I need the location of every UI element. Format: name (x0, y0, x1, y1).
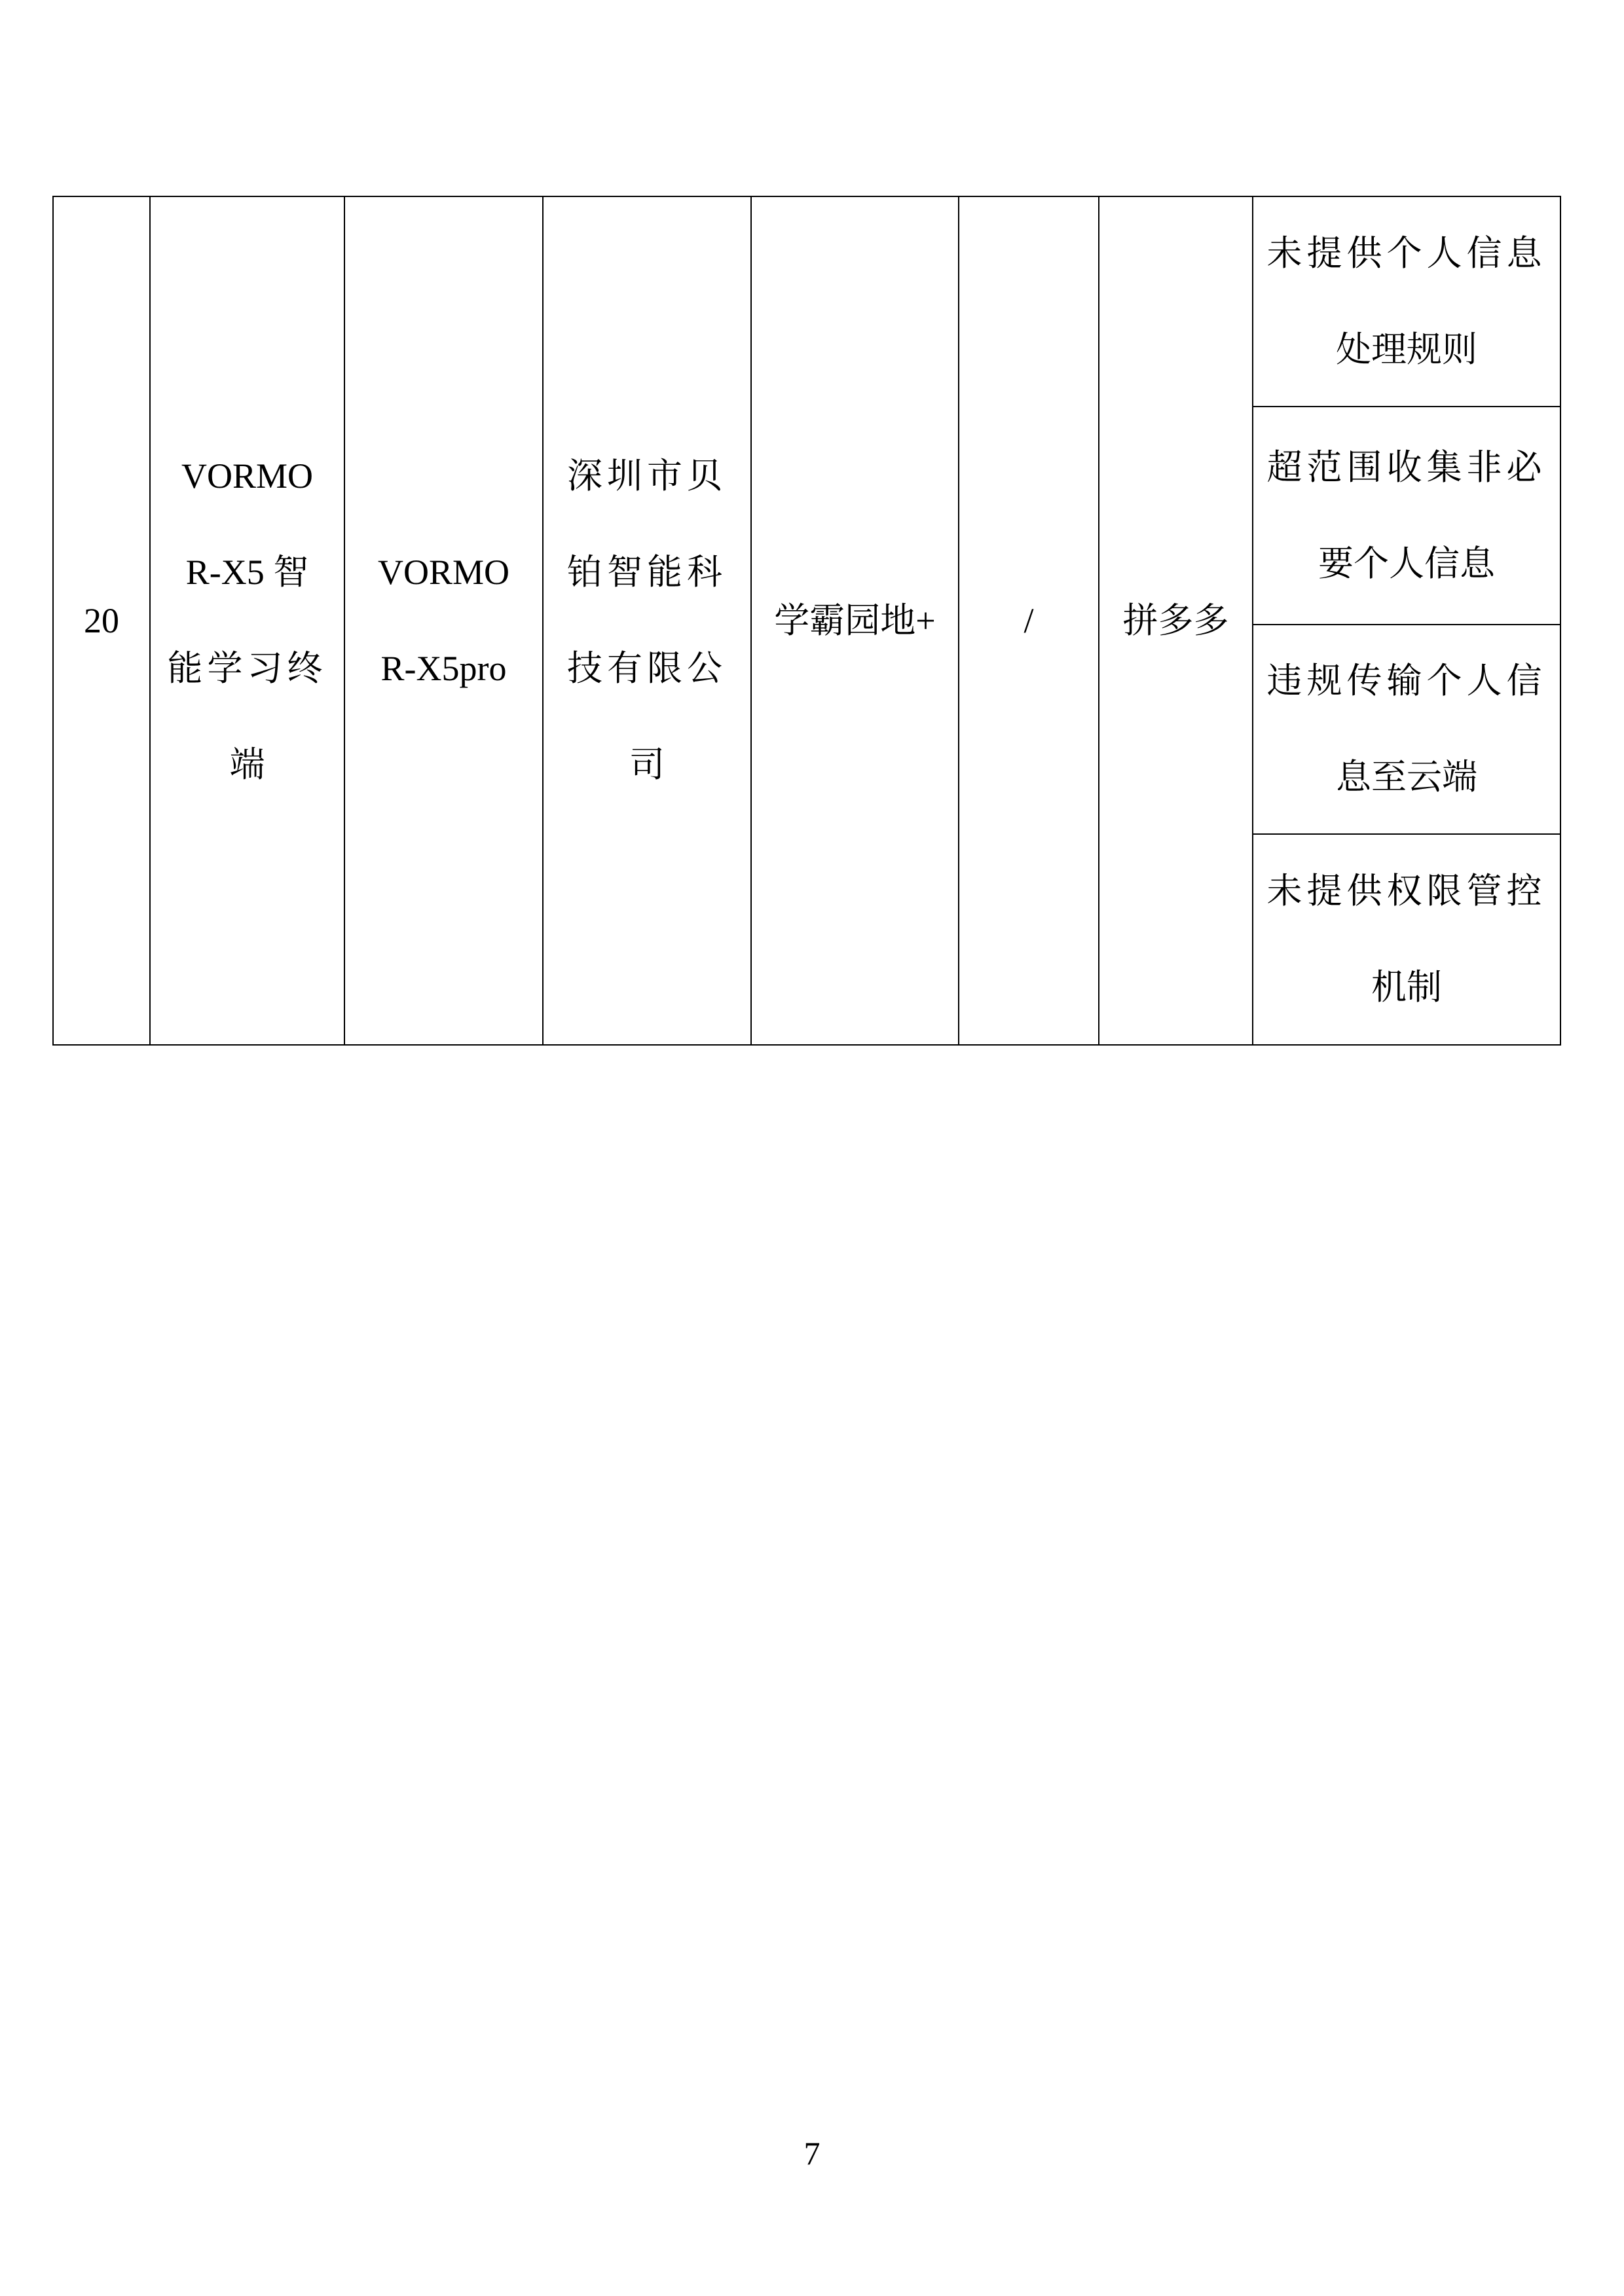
page-number: 7 (803, 2135, 821, 2172)
row-number-cell (53, 196, 150, 1045)
company-line: 司 (629, 745, 665, 784)
model-line: VORMO (377, 553, 510, 592)
version-cell (959, 196, 1099, 1045)
company-line: 深圳市贝 (567, 456, 727, 496)
violation-cell-4 (1253, 834, 1560, 1045)
violation-line: 超范围收集非必 (1266, 447, 1547, 487)
company-cell (543, 196, 751, 1045)
violation-line: 息至云端 (1336, 757, 1477, 797)
product-name-cell (150, 196, 344, 1045)
product-name-line: R-X5 智 (185, 553, 309, 592)
app-name: 学霸园地+ (774, 600, 936, 640)
app-name-cell (751, 196, 959, 1045)
company-line: 铂智能科 (567, 553, 727, 592)
violation-line: 要个人信息 (1318, 543, 1495, 583)
violation-cell-1 (1253, 196, 1560, 407)
model-cell (344, 196, 543, 1045)
violation-cell-3 (1253, 625, 1560, 834)
violation-line: 未提供个人信息 (1266, 233, 1547, 273)
product-name-line: 端 (229, 745, 265, 784)
table-row (53, 196, 1560, 407)
violation-line: 未提供权限管控 (1266, 871, 1547, 911)
product-name-line: 能学习终 (167, 649, 327, 688)
violation-notice-table (52, 196, 1561, 1046)
violation-line: 机制 (1371, 968, 1442, 1007)
model-line: R-X5pro (380, 649, 507, 688)
product-name-line: VORMO (181, 456, 314, 496)
violation-line: 违规传输个人信 (1266, 661, 1547, 701)
violation-cell-2 (1253, 407, 1560, 625)
row-number: 20 (84, 600, 119, 640)
channel-value: 拼多多 (1122, 600, 1229, 640)
company-line: 技有限公 (567, 649, 727, 688)
violation-line: 处理规则 (1336, 329, 1477, 369)
version-value: / (1024, 600, 1034, 640)
channel-cell (1099, 196, 1253, 1045)
